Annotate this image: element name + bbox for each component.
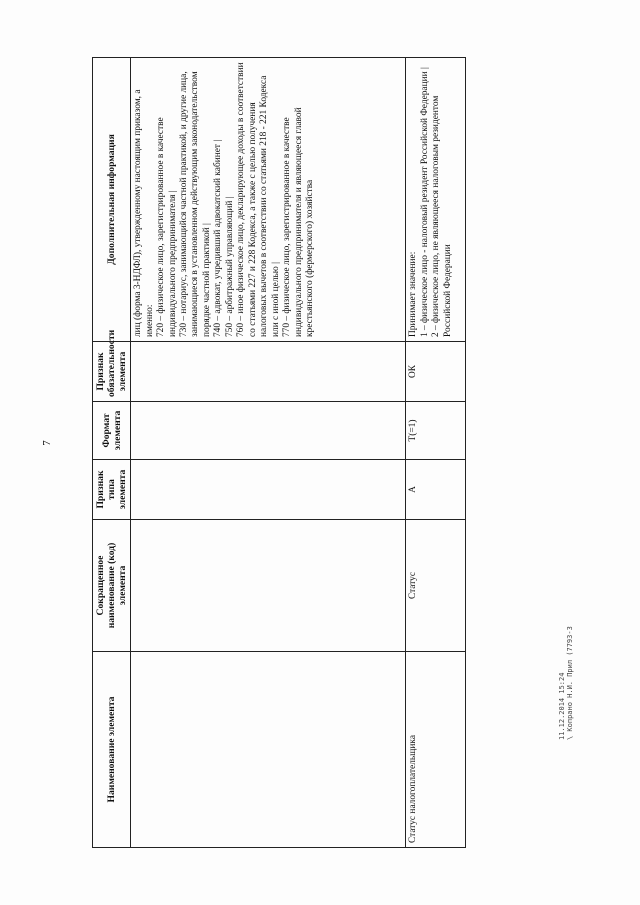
cell-code: Статус	[406, 520, 466, 652]
elements-table	[92, 57, 466, 848]
cell-required	[131, 342, 406, 402]
cell-required: ОК	[406, 342, 466, 402]
cell-format	[131, 402, 406, 460]
info-line: 720 – физическое лицо, зарегистрированное в качестве индивидуального предпринимателя |	[156, 117, 178, 337]
footer-date: 11.12.2014 15:24	[558, 672, 566, 740]
info-line: 2 – физическое лицо, не являющееся налоговым резидентом Российской Федерации	[431, 95, 453, 337]
info-line: 740 – адвокат, учредивший адвокатский кабинет |	[213, 139, 224, 337]
cell-name	[131, 652, 406, 848]
info-line: Принимает значение:	[408, 251, 419, 337]
page-number: 7	[40, 440, 53, 446]
info-line: 1 – физическое лицо - налоговый резидент Российской Федерации |	[419, 67, 430, 337]
cell-type: А	[406, 460, 466, 520]
info-line: 750 – арбитражный управляющий |	[224, 196, 235, 337]
header-element-format: Формат элемента	[93, 402, 131, 460]
info-line: 760 – иное физическое лицо, декларирующее доходы в соответствии со статьями 227 и 228 Кодекса, а также с целью получения налоговых вычетов в соответствии со статьями 218 - 221 Кодекса или с иной целью |	[236, 62, 281, 337]
rotated-table-container	[92, 58, 462, 848]
header-element-required: Признак обязательности элемента	[93, 342, 131, 402]
table-row	[131, 58, 406, 848]
info-line: 770 – физическое лицо, зарегистрированное в качестве индивидуального предпринимателя и являющееся главой крестьянского (фермерского) хозяйства	[282, 107, 316, 337]
cell-code	[131, 520, 406, 652]
cell-format: T(=1)	[406, 402, 466, 460]
header-element-name: Наименование элемента	[93, 652, 131, 848]
cell-name: Статус налогоплательщика	[406, 652, 466, 848]
footer-stamp	[558, 590, 574, 740]
table-header-row	[93, 58, 131, 848]
cell-info	[406, 58, 466, 342]
table-row	[406, 58, 466, 848]
header-element-code: Сокращенное наименование (код) элемента	[93, 520, 131, 652]
footer-author: \ Копрано Н.И. Прил (7793-3	[566, 626, 574, 740]
info-line: 730 – нотариус, занимающийся частной практикой, и другие лица, занимающиеся в установленном действующим законодательством порядке частной практикой |	[178, 71, 212, 337]
cell-type	[131, 460, 406, 520]
cell-info	[131, 58, 406, 342]
header-element-type: Признак типа элемента	[93, 460, 131, 520]
header-additional-info: Дополнительная информация	[93, 58, 131, 342]
info-line: лиц (форма 3-НДФЛ), утвержденному настоящим приказом, а именно:	[133, 89, 155, 337]
